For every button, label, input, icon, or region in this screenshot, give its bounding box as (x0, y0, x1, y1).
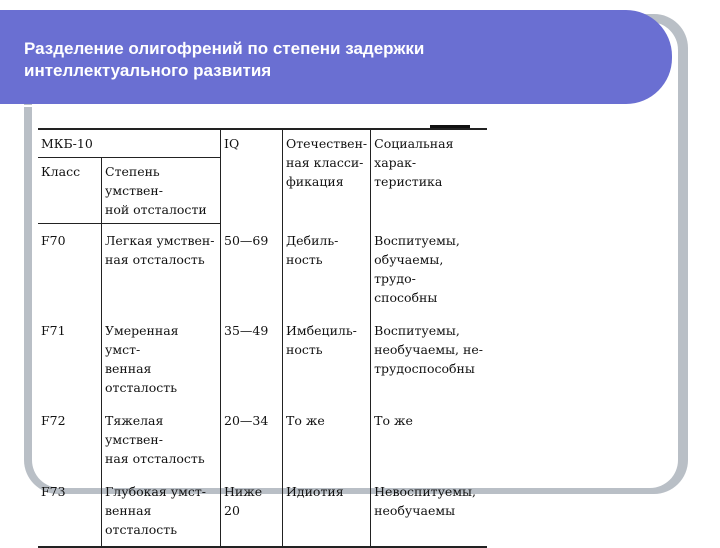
cell-national: Имбециль- ность (283, 314, 371, 404)
cell-degree: Умеренная умст- венная отсталость (102, 314, 221, 404)
cell-iq: Ниже 20 (221, 475, 283, 547)
table-row (38, 224, 487, 314)
header-class: Класс (38, 158, 102, 224)
cell-degree: Легкая умствен- ная отсталость (102, 224, 221, 314)
cell-social: То же (374, 412, 413, 428)
cell-social: Воспитуемы, необучаемы, не- трудоспособны (374, 322, 483, 376)
cell-social: Воспитуемы, обучаемы, трудо- способны (374, 232, 460, 305)
title-bar (0, 10, 672, 104)
cell-national: Дебиль- ность (283, 224, 371, 314)
cell-class: F71 (38, 314, 102, 404)
header-national-classification: Отечествен- ная класси- фикация (283, 129, 371, 224)
title-underline (0, 105, 636, 107)
cell-iq: 35—49 (221, 314, 283, 404)
cell-degree: Глубокая умст- венная отсталость (102, 475, 221, 547)
cell-class: F73 (38, 475, 102, 547)
cell-degree: Тяжелая умствен- ная отсталость (102, 404, 221, 475)
cell-class: F70 (38, 224, 102, 314)
slide-title: Разделение олигофрений по степени задержки интеллектуального развития (24, 39, 425, 80)
cell-iq: 20—34 (221, 404, 283, 475)
header-mkb: МКБ-10 (38, 129, 221, 158)
table-row (38, 404, 487, 475)
cell-class: F72 (38, 404, 102, 475)
table-row (38, 314, 487, 404)
cell-national: Идиотия (283, 475, 371, 547)
cell-social: Невоспитуемы, необучаемы (371, 475, 488, 547)
cell-iq: 50—69 (221, 224, 283, 314)
classification-table (38, 128, 487, 548)
header-social-characteristic: Социальная харак- теристика (371, 129, 488, 224)
header-iq: IQ (221, 129, 283, 224)
cell-national: То же (283, 404, 371, 475)
header-degree: Степень умствен- ной отсталости (102, 158, 221, 224)
table-row (38, 475, 487, 547)
table-header-row (38, 129, 487, 158)
